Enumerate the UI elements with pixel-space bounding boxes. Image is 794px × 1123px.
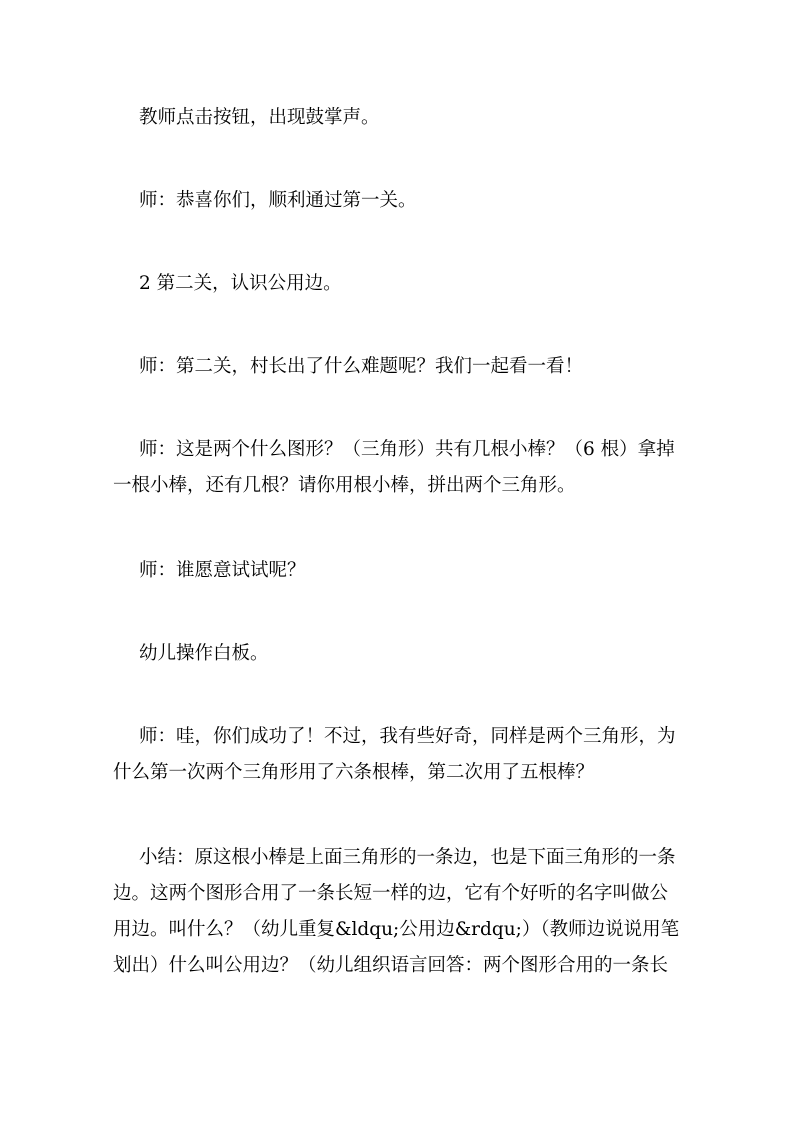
paragraph-who-wants-to-try (113, 553, 683, 589)
text-line: 教师点击按钮，出现鼓掌声。 (139, 107, 380, 128)
paragraph-level-two-heading (113, 266, 683, 302)
paragraph-teacher-clicks-button (113, 100, 683, 136)
text-line: 师：这是两个什么图形？（三角形）共有几根小棒？（6 根）拿掉 (139, 439, 675, 460)
paragraph-two-shapes-question (113, 432, 683, 504)
text-line: 师：哇，你们成功了！不过，我有些好奇，同样是两个三角形，为 (139, 726, 676, 747)
text-line: 师：谁愿意试试呢？ (139, 560, 306, 581)
text-line: 2 第二关，认识公用边。 (139, 273, 342, 294)
text-line: 师：恭喜你们，顺利通过第一关。 (139, 190, 417, 211)
text-line: 用边。叫什么？（幼儿重复&ldqu;公用边&rdqu;）（教师边说说用笔 (113, 919, 680, 940)
text-line: 边。这两个图形合用了一条长短一样的边，它有个好听的名字叫做公 (113, 883, 669, 904)
paragraph-children-operate-whiteboard (113, 636, 683, 672)
paragraph-congratulations (113, 183, 683, 219)
paragraph-summary-shared-edge (113, 840, 683, 984)
text-line: 什么第一次两个三角形用了六条根棒，第二次用了五根棒？ (113, 762, 595, 783)
paragraph-success-curiosity (113, 719, 683, 791)
paragraph-level-two-question (113, 349, 683, 385)
text-line: 师：第二关，村长出了什么难题呢？我们一起看一看！ (139, 356, 584, 377)
text-line: 小结：原这根小棒是上面三角形的一条边，也是下面三角形的一条 (139, 847, 676, 868)
text-line: 幼儿操作白板。 (139, 643, 269, 664)
text-line: 划出）什么叫公用边？（幼儿组织语言回答：两个图形合用的一条长 (113, 955, 669, 976)
text-line: 一根小棒，还有几根？请你用根小棒，拼出两个三角形。 (113, 475, 576, 496)
